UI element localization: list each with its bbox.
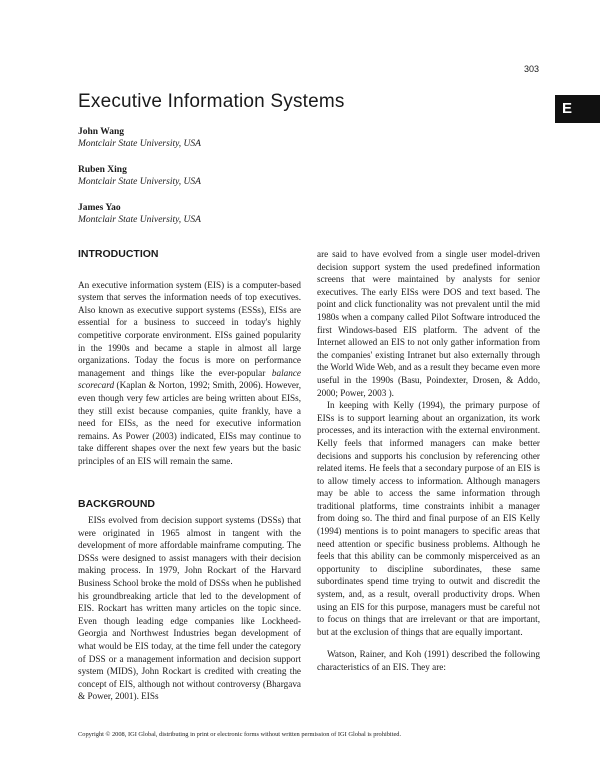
copyright-footer: Copyright © 2008, IGI Global, distributing in print or electronic forms without written permission of IGI Global is prohibited. bbox=[78, 731, 402, 738]
characteristics-paragraph: Watson, Rainer, and Koh (1991) described the following characteristics of an EIS. They are: bbox=[317, 649, 540, 672]
page-number: 303 bbox=[524, 64, 540, 74]
author-name: Ruben Xing bbox=[78, 165, 127, 175]
intro-text-a: An executive information system (EIS) is a computer-based system that serves the information needs of top executives. Also known as executive support systems (ESSs), EISs are essential for a business to succeed in today's highly competitive corporate environment. EISs gained popularity in the 1990s and became a staple in almost all large organizations. Today the focus is more on performance management and things like the ever-popular bbox=[78, 279, 301, 378]
intro-emphasis: balance scorecard bbox=[78, 367, 301, 391]
introduction-paragraph bbox=[78, 279, 301, 468]
author-name: John Wang bbox=[78, 127, 125, 137]
section-tab: E bbox=[555, 95, 600, 123]
introduction-heading: INTRODUCTION bbox=[78, 248, 159, 260]
background-continued-paragraph: are said to have evolved from a single user model-driven decision support system the used predefined information screens that were maintained by analysts for senior executives. The early EISs were DOS and text based. The point and click functionality was not prevalent until the mid 1980s when a company called Pilot Software introduced the first Windows-based EIS platform. The advent of the Internet allowed an EIS to not only gather information from the companies' existing Intranet but also externally through the World Wide Web, and as a result they became even more useful in the 1990s (Basu, Poindexter, Drosen, & Addo, 2000; Power, 2003 ). bbox=[317, 249, 540, 398]
article-title: Executive Information Systems bbox=[78, 91, 345, 112]
author-list bbox=[78, 126, 201, 240]
author-affiliation: Montclair State University, USA bbox=[78, 177, 201, 187]
author-block bbox=[78, 126, 201, 150]
author-affiliation: Montclair State University, USA bbox=[78, 139, 201, 149]
author-affiliation: Montclair State University, USA bbox=[78, 215, 201, 225]
background-paragraph: EISs evolved from decision support systems (DSSs) that were originated in 1965 almost in tangent with the development of more affordable mainframe computing. The DSSs were designed to assist managers with their decision making process. In 1979, John Rockart of the Harvard Business School broke the mold of DSSs when he published his groundbreaking article that led to the development of EIS. Rockart has written many articles on the topic since. Even though leading edge companies like Lockheed-Georgia and Northwest Industries began development of what would be EIS today, at the time fell under the category of DSS or a management information and decision support system (MIDS), John Rockart is credited with creating the concept of EIS, although not without controversy (Bhargava & Power, 2001). EISs bbox=[78, 515, 301, 702]
author-block bbox=[78, 202, 201, 226]
right-column bbox=[317, 248, 540, 674]
author-block bbox=[78, 164, 201, 188]
intro-text-b: (Kaplan & Norton, 1992; Smith, 2006). However, even though very few articles are being written about EISs, they still exist because companies, quite frankly, have a need for EISs, as the need for executive information remains. As Power (2003) indicated, EISs may continue to take different shapes over the next few years but the basic principles of an EIS will remain the same. bbox=[78, 380, 301, 466]
background-heading: BACKGROUND bbox=[78, 497, 155, 510]
author-name: James Yao bbox=[78, 203, 121, 213]
purpose-paragraph: In keeping with Kelly (1994), the primary purpose of EISs is to support learning about an organization, its work processes, and its interaction with the external environment. Kelly feels that informed managers can make better decisions and supports his conclusion by referencing other related items. He feels that a secondary purpose of an EIS is to allow timely access to information. Although managers may be able to access the same information through traditional platforms, time constraints inhibit a manager from doing so. The third and final purpose of an EIS Kelly (1994) mentions is to point managers to specific areas that need attention or specific business problems. Although he feels that this ability can be commonly misperceived as an opportunity to discipline subordinates, these same subordinates spend time trying to outwit and discredit the system, and, as a result, overall productivity drops. When using an EIS for this purpose, managers must be careful not to focus on things that are irrelevant or that are important, but at the exclusion of things that are equally important. bbox=[317, 400, 540, 637]
left-column bbox=[78, 248, 301, 703]
